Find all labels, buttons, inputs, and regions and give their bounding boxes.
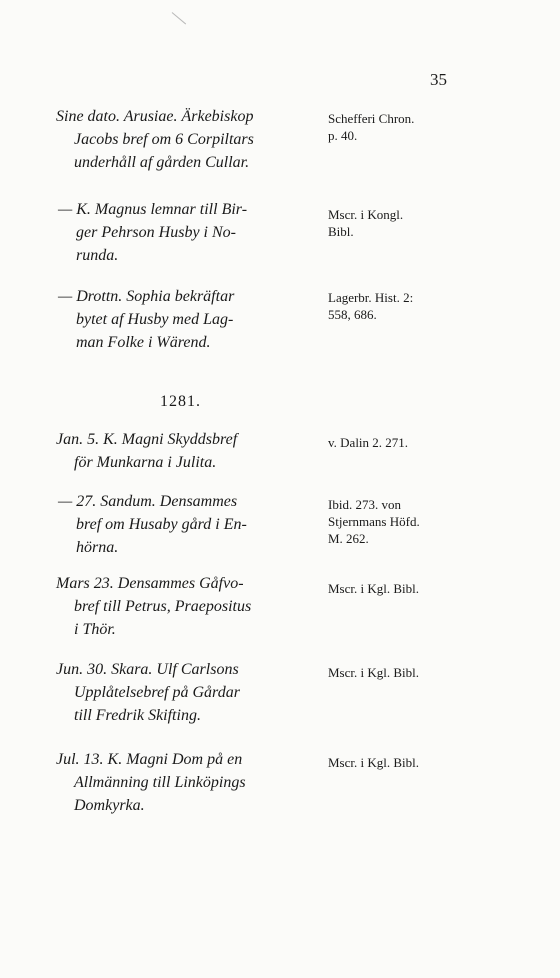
page-number: 35 bbox=[430, 70, 447, 89]
entry-source: Mscr. i Kgl. Bibl. bbox=[328, 755, 420, 770]
entry-source: Schefferi Chron. p. 40. bbox=[328, 111, 415, 143]
year-heading: 1281. bbox=[160, 393, 201, 410]
entry-line: för Munkarna i Julita. bbox=[74, 454, 217, 471]
entry-line: Jan. 5. K. Magni Skyddsbref bbox=[56, 431, 238, 448]
entry-line: Sine dato. Arusiae. Ärkebiskop bbox=[56, 108, 254, 125]
entry-line: Jul. 13. K. Magni Dom på en bbox=[56, 751, 243, 768]
entry-line: till Fredrik Skifting. bbox=[74, 707, 201, 724]
entry-line: bref till Petrus, Praepositus bbox=[74, 598, 252, 615]
entry-line: Jun. 30. Skara. Ulf Carlsons bbox=[56, 661, 239, 678]
entry-line: i Thör. bbox=[74, 621, 116, 638]
entry-line: Upplåtelsebref på Gårdar bbox=[74, 684, 240, 701]
entry-line: — K. Magnus lemnar till Bir- bbox=[58, 201, 248, 218]
entry-line: Jacobs bref om 6 Corpiltars bbox=[74, 131, 254, 148]
entry-line: underhåll af gården Cullar. bbox=[74, 154, 250, 171]
entry-line: runda. bbox=[76, 247, 119, 264]
entry-source: Ibid. 273. von Stjernmans Höfd. M. 262. bbox=[328, 497, 420, 546]
entry-line: Allmänning till Linköpings bbox=[74, 774, 246, 791]
entry-line: man Folke i Wärend. bbox=[76, 334, 211, 351]
entry-line: bref om Husaby gård i En- bbox=[76, 516, 247, 533]
entry-line: hörna. bbox=[76, 539, 119, 556]
entry-line: Mars 23. Densammes Gåfvo- bbox=[56, 575, 244, 592]
entry-source: Lagerbr. Hist. 2: 558, 686. bbox=[328, 290, 414, 322]
entry-source: Mscr. i Kgl. Bibl. bbox=[328, 581, 420, 596]
entry-source: Mscr. i Kgl. Bibl. bbox=[328, 665, 420, 680]
entry-line: ger Pehrson Husby i No- bbox=[76, 224, 236, 241]
entry-source: Mscr. i Kongl. Bibl. bbox=[328, 207, 404, 239]
stray-mark bbox=[172, 12, 186, 24]
entry-line: Domkyrka. bbox=[74, 797, 145, 814]
entry-line: bytet af Husby med Lag- bbox=[76, 311, 234, 328]
entry-line: — Drottn. Sophia bekräftar bbox=[58, 288, 235, 305]
entry-line: — 27. Sandum. Densammes bbox=[58, 493, 238, 510]
entry-source: v. Dalin 2. 271. bbox=[328, 435, 409, 450]
